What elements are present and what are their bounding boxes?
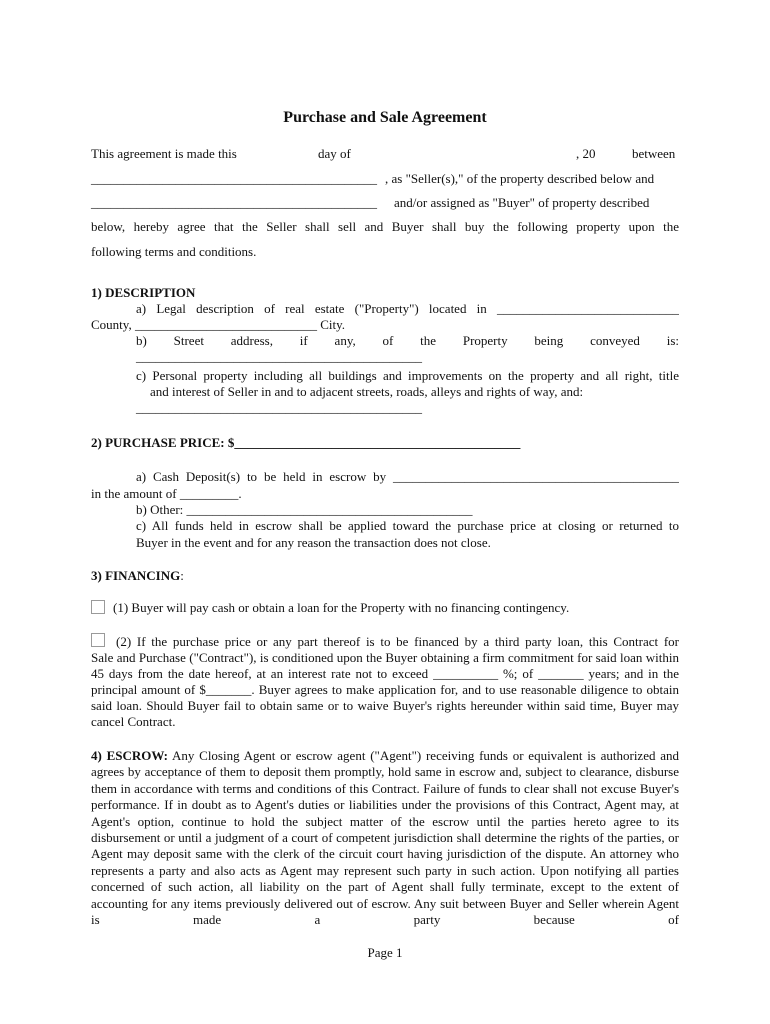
s1-county-city: County, ____________________________ City. [91, 317, 345, 332]
s1-personal-property: c) Personal property including all buildings and improvements on the property and all right, title [136, 368, 679, 383]
s2-funds-applied-cont: Buyer in the event and for any reason the transaction does not close. [136, 535, 491, 550]
section-4-escrow: 4) ESCROW: Any Closing Agent or escrow agent ("Agent") receiving funds or equivalent is authorized and agrees by acceptance of them to deposit them promptly, hold same in escrow and, subject to clearance, disburse them in accordance with terms and conditions of this Contract. Failure of funds to clear shall not excuse Buyer's performance. If in doubt as to Agent's duties or liabilities under the provisions of this Contract, Agent may, at Agent's option, continue to hold the subject matter of the escrow until the parties hereto agree to its disbursement or until a judgment of a court of competent jurisdiction shall determine the rights of the parties, or Agent may deposit same with the clerk of the circuit court having jurisdiction of the dispute. An attorney who represents a party and also acts as Agent may represent such party in such action. Upon notifying all parties concerned of such action, all liability on the part of Agent shall fully terminate, except to the extent of accounting for any items previously delivered out of escrow. Any suit between Buyer and Seller wherein Agent is made a party because of [91, 748, 679, 928]
page-title: Purchase and Sale Agreement [283, 109, 487, 126]
buyer-text: and/or assigned as "Buyer" of property described [394, 195, 650, 210]
intro-between: between [632, 146, 676, 161]
s2-deposit-amount: in the amount of _________. [91, 486, 242, 501]
s1-legal-description: a) Legal description of real estate ("Property") located in ____________________________ [136, 301, 679, 316]
financing-option-2-label: (2) If the purchase price or any part thereof is to be financed by a third party loan, this Contract for [116, 634, 679, 649]
page-number: Page 1 [367, 945, 403, 960]
intro-day-of: day of [318, 146, 351, 161]
financing-option-1-label: (1) Buyer will pay cash or obtain a loan for the Property with no financing contingency. [113, 600, 570, 615]
financing-option-2-body: Sale and Purchase ("Contract"), is conditioned upon the Buyer obtaining a firm commitment for said loan within 45 days from the date hereof, at an interest rate not to exceed __________ %; of _______ years; and in the principal amount of $_______. Buyer agrees to make application for, and to use reasonable diligence to obtain said loan. Should Buyer fail to obtain same or to waive Buyer's rights hereunder within said time, Buyer may cancel Contract. [91, 650, 679, 729]
s1-personal-property-cont: and interest of Seller in and to adjacent streets, roads, alleys and rights of way, and: [150, 384, 584, 399]
intro-year: , 20 [576, 146, 596, 161]
s2-funds-applied: c) All funds held in escrow shall be applied toward the purchase price at closing or returned to [136, 518, 679, 533]
section-3-heading: 3) FINANCING: [91, 568, 184, 583]
financing-option-2-checkbox[interactable] [91, 633, 105, 647]
s2-other: b) Other: ____________________________________________ [136, 502, 473, 517]
seller-text: , as "Seller(s)," of the property described below and [385, 171, 655, 186]
s1-street-address: b) Street address, if any, of the Property being conveyed is: [136, 333, 679, 348]
section-2-heading: 2) PURCHASE PRICE: $____________________________________________ [91, 435, 521, 450]
s2-cash-deposit: a) Cash Deposit(s) to be held in escrow by ____________________________________________ [136, 469, 679, 484]
section-1-heading: 1) DESCRIPTION [91, 285, 196, 300]
financing-option-1-checkbox[interactable] [91, 600, 105, 614]
s1-personal-blank: ____________________________________________ [136, 400, 422, 415]
s1-street-blank: ____________________________________________ [136, 349, 422, 364]
intro-line-5: following terms and conditions. [91, 244, 257, 259]
intro-made-this: This agreement is made this [91, 146, 237, 161]
seller-blank: ____________________________________________ [91, 171, 377, 186]
intro-line-4: below, hereby agree that the Seller shall sell and Buyer shall buy the following property upon the [91, 219, 679, 234]
buyer-blank: ____________________________________________ [91, 195, 377, 210]
